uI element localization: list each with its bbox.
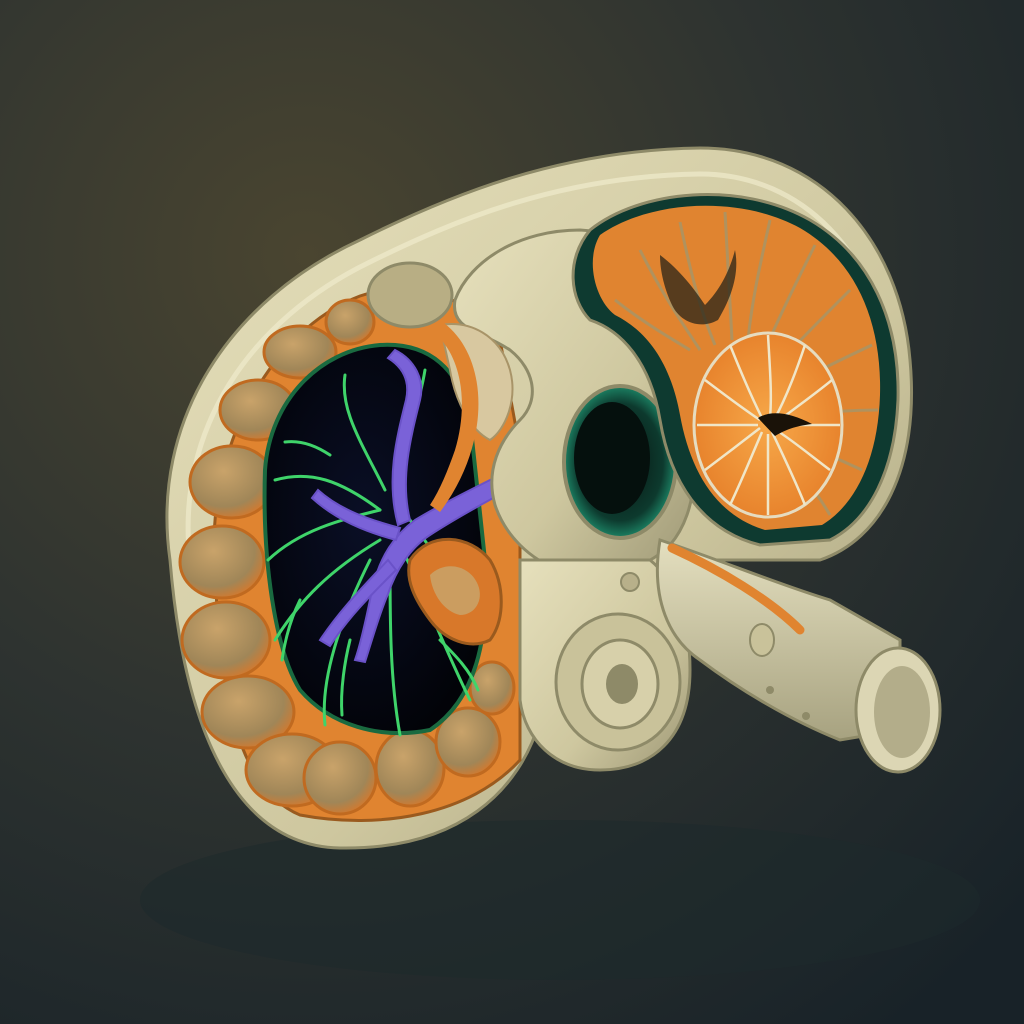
- lug-ring-hole: [606, 664, 638, 704]
- lobule: [304, 742, 376, 814]
- lobule: [190, 446, 274, 518]
- lobule: [376, 730, 444, 806]
- lobule: [326, 300, 374, 344]
- hub-opening: [368, 263, 452, 327]
- orange-disc: [694, 333, 842, 517]
- lobule: [180, 526, 264, 598]
- lobule: [182, 602, 270, 678]
- floor-reflection: [140, 820, 980, 980]
